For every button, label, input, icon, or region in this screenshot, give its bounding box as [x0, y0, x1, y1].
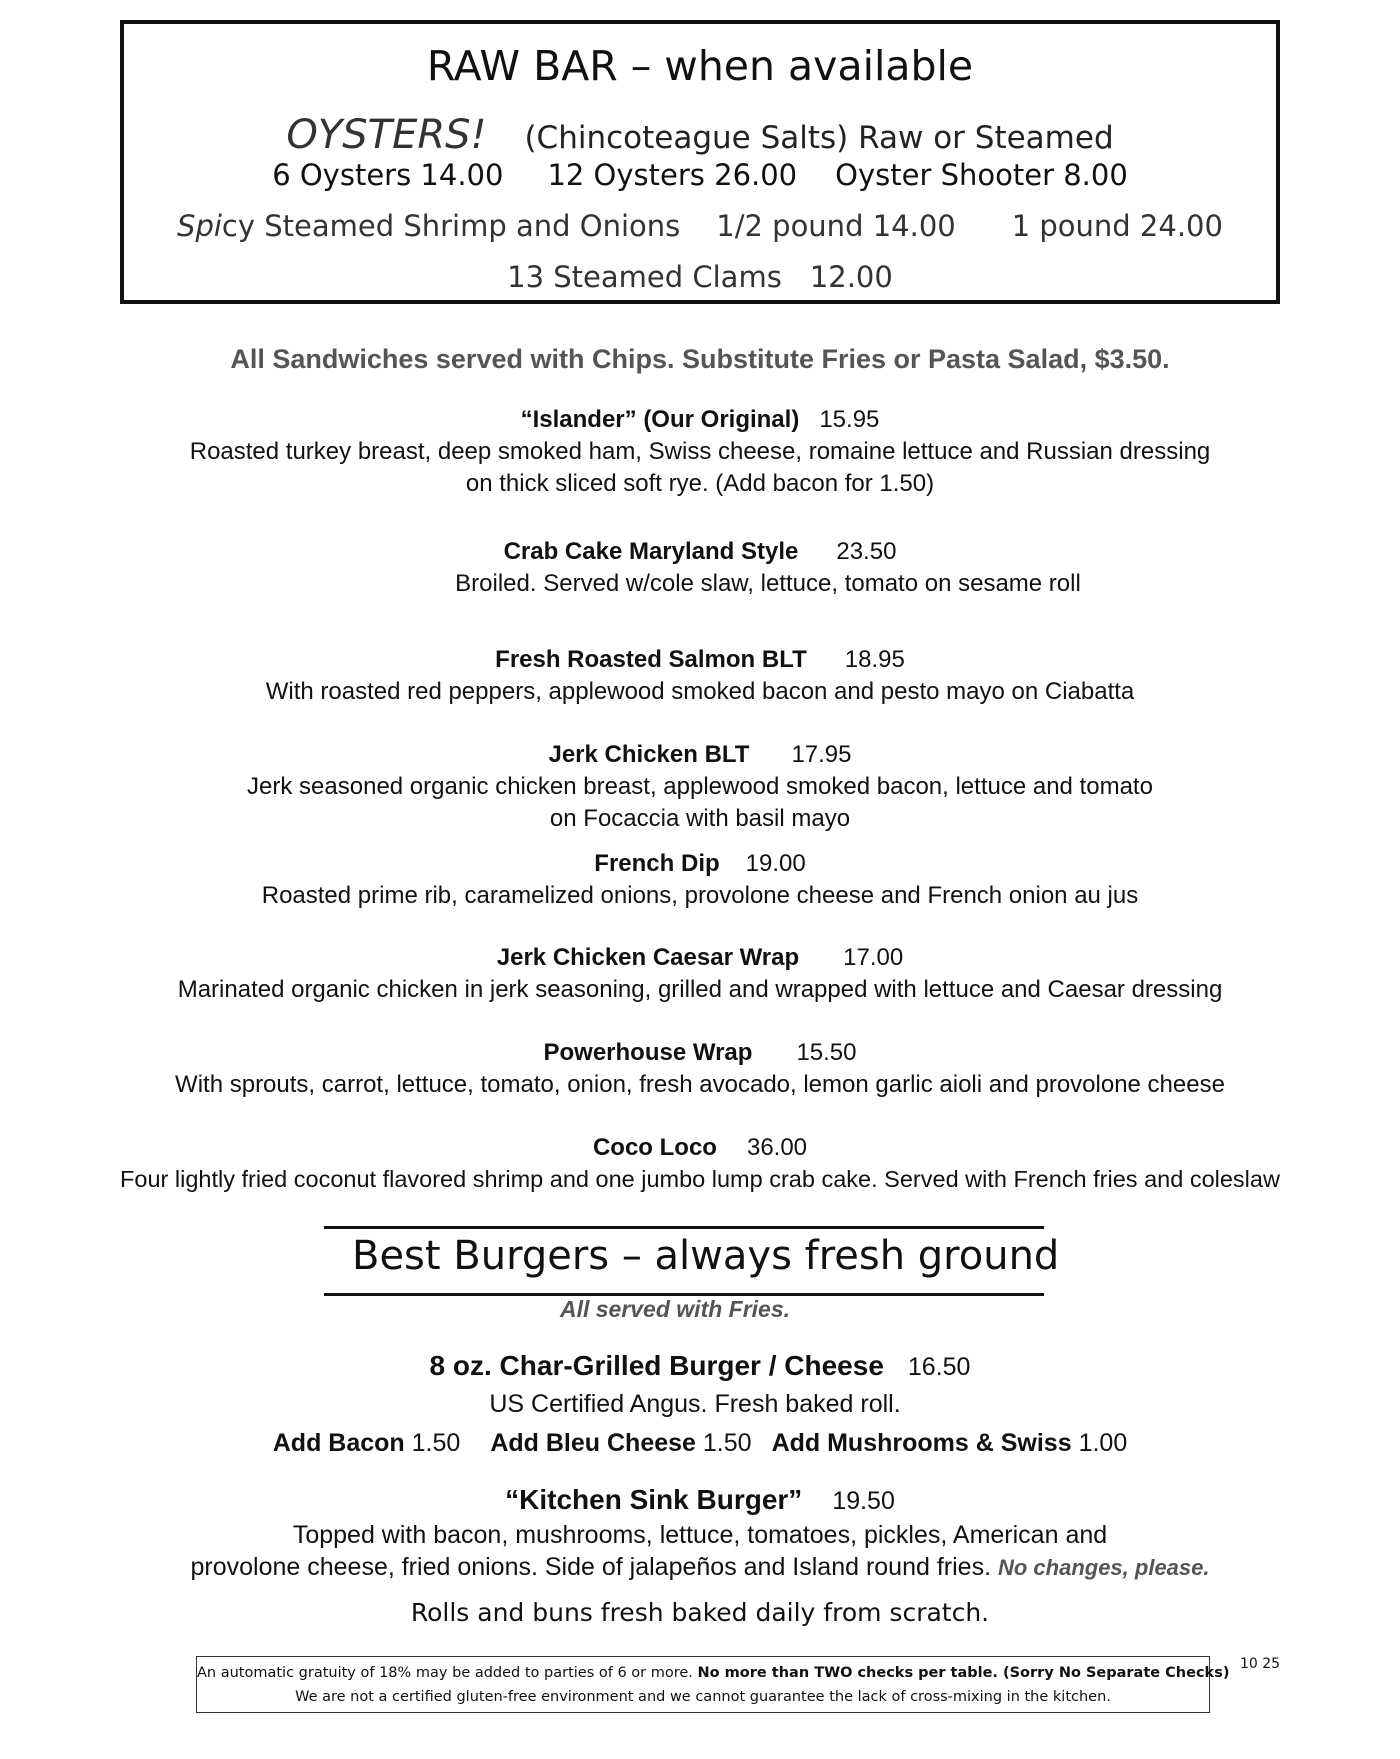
sink-burger-name: “Kitchen Sink Burger”	[505, 1484, 803, 1515]
no-changes-note: No changes, please.	[997, 1555, 1210, 1580]
sandwich-price: 15.95	[819, 406, 880, 433]
twelve-oysters: 12 Oysters 26.00	[547, 158, 798, 192]
sandwich-desc: With sprouts, carrot, lettuce, tomato, onion, fresh avocado, lemon garlic aioli and provolone cheese	[175, 1071, 1225, 1098]
shrimp-full: 1 pound 24.00	[1011, 209, 1223, 243]
sandwich-desc: on Focaccia with basil mayo	[549, 805, 851, 832]
sandwich-desc: With roasted red peppers, applewood smoked bacon and pesto mayo on Ciabatta	[265, 678, 1135, 705]
sandwich-title-line	[0, 646, 1400, 674]
oysters-style: Raw or Steamed	[858, 120, 1114, 156]
sink-burger-desc: provolone cheese, fried onions. Side of jalapeños and Island round fries.	[190, 1553, 992, 1581]
shrimp-line	[124, 209, 1276, 243]
gluten-note: We are not a certified gluten-free environment and we cannot guarantee the lack of cross-mixing in the kitchen.	[295, 1689, 1111, 1705]
sandwich-name: Jerk Chicken BLT	[548, 741, 750, 768]
sandwich-name: Coco Loco	[592, 1134, 717, 1161]
sandwich-title-line	[0, 406, 1400, 434]
burgers-heading	[324, 1226, 1060, 1296]
shrimp-spi: Spi	[177, 209, 222, 243]
addon-name: Add Mushrooms & Swiss	[771, 1429, 1072, 1457]
addon-price: 1.50	[702, 1429, 752, 1457]
footer-line-1	[197, 1665, 1230, 1681]
sandwich-desc: Broiled. Served w/cole slaw, lettuce, tomato on sesame roll	[455, 570, 1081, 597]
sandwich-desc: Roasted prime rib, caramelized onions, provolone cheese and French onion au jus	[261, 882, 1139, 909]
sandwich-price: 23.50	[836, 538, 897, 565]
addon-price: 1.00	[1078, 1429, 1128, 1457]
sink-burger-desc: Topped with bacon, mushrooms, lettuce, tomatoes, pickles, American and	[292, 1521, 1108, 1549]
addon-name: Add Bleu Cheese	[490, 1429, 696, 1457]
sandwich-title-line	[0, 850, 1400, 878]
burgers-note: All served with Fries.	[559, 1296, 791, 1322]
gratuity-note: An automatic gratuity of 18% may be added to parties of 6 or more.	[197, 1665, 693, 1681]
shrimp-half: 1/2 pound 14.00	[716, 209, 956, 243]
addon-name: Add Bacon	[272, 1429, 405, 1457]
sandwich-name: Crab Cake Maryland Style	[503, 538, 799, 565]
clams-name: 13 Steamed Clams	[507, 260, 782, 294]
oyster-prices-line	[124, 158, 1276, 192]
clams-line	[124, 260, 1276, 294]
sandwich-name: “Islander” (Our Original)	[520, 406, 800, 433]
addon-price: 1.50	[411, 1429, 461, 1457]
sandwich-title-line	[0, 741, 1400, 769]
oysters-source: (Chincoteague Salts)	[524, 120, 849, 156]
sandwich-price: 19.00	[745, 850, 806, 877]
raw-bar-title: RAW BAR – when available	[426, 42, 974, 90]
sandwich-price: 17.00	[843, 944, 904, 971]
sink-burger-price: 19.50	[832, 1487, 895, 1515]
sandwich-title-line	[0, 944, 1400, 972]
char-burger-price: 16.50	[907, 1353, 971, 1381]
sandwich-name: Powerhouse Wrap	[543, 1039, 753, 1066]
rolls-note: Rolls and buns fresh baked daily from scratch.	[410, 1598, 990, 1627]
six-oysters: 6 Oysters 14.00	[272, 158, 504, 192]
oysters-heading: OYSTERS!	[286, 112, 487, 158]
menu-code: 10 25	[1240, 1656, 1281, 1672]
burgers-heading-text: Best Burgers – always fresh ground	[352, 1233, 1060, 1279]
sink-burger-title-line	[0, 1484, 1400, 1516]
char-burger-name: 8 oz. Char-Grilled Burger / Cheese	[429, 1350, 884, 1381]
sandwich-title-line	[0, 538, 1400, 566]
sandwich-price: 18.95	[844, 646, 905, 673]
sink-burger-desc-line2	[0, 1553, 1400, 1582]
raw-bar-box	[120, 20, 1280, 304]
sandwich-desc: Marinated organic chicken in jerk seasoning, grilled and wrapped with lettuce and Caesar dressing	[177, 976, 1223, 1003]
sandwich-price: 36.00	[746, 1134, 808, 1161]
sandwich-title-line	[0, 1134, 1400, 1162]
sandwich-name: French Dip	[594, 850, 720, 877]
char-burger-title-line	[0, 1350, 1400, 1382]
sandwich-name: Fresh Roasted Salmon BLT	[495, 646, 807, 673]
clams-price: 12.00	[809, 260, 893, 294]
footer-notice-box	[196, 1656, 1230, 1713]
sandwich-desc: Jerk seasoned organic chicken breast, applewood smoked bacon, lettuce and tomato	[247, 773, 1153, 800]
char-burger-desc: US Certified Angus. Fresh baked roll.	[489, 1390, 901, 1418]
sandwich-title-line	[0, 1039, 1400, 1067]
sandwich-desc: Four lightly fried coconut flavored shrimp and one jumbo lump crab cake. Served with French fries and coleslaw	[120, 1166, 1280, 1192]
sandwich-price: 15.50	[796, 1039, 857, 1066]
sandwich-desc: on thick sliced soft rye. (Add bacon for 1.50)	[465, 470, 935, 497]
sandwich-note: All Sandwiches served with Chips. Substitute Fries or Pasta Salad, $3.50.	[230, 344, 1170, 374]
checks-note: No more than TWO checks per table. (Sorry No Separate Checks)	[697, 1665, 1230, 1681]
sandwich-name: Jerk Chicken Caesar Wrap	[496, 944, 800, 971]
burger-addons-line	[0, 1429, 1400, 1458]
shrimp-name: cy Steamed Shrimp and Onions	[221, 209, 681, 243]
oysters-line	[124, 112, 1276, 158]
oyster-shooter: Oyster Shooter 8.00	[835, 158, 1128, 192]
sandwich-price: 17.95	[791, 741, 852, 768]
sandwich-desc: Roasted turkey breast, deep smoked ham, Swiss cheese, romaine lettuce and Russian dressing	[189, 438, 1211, 465]
